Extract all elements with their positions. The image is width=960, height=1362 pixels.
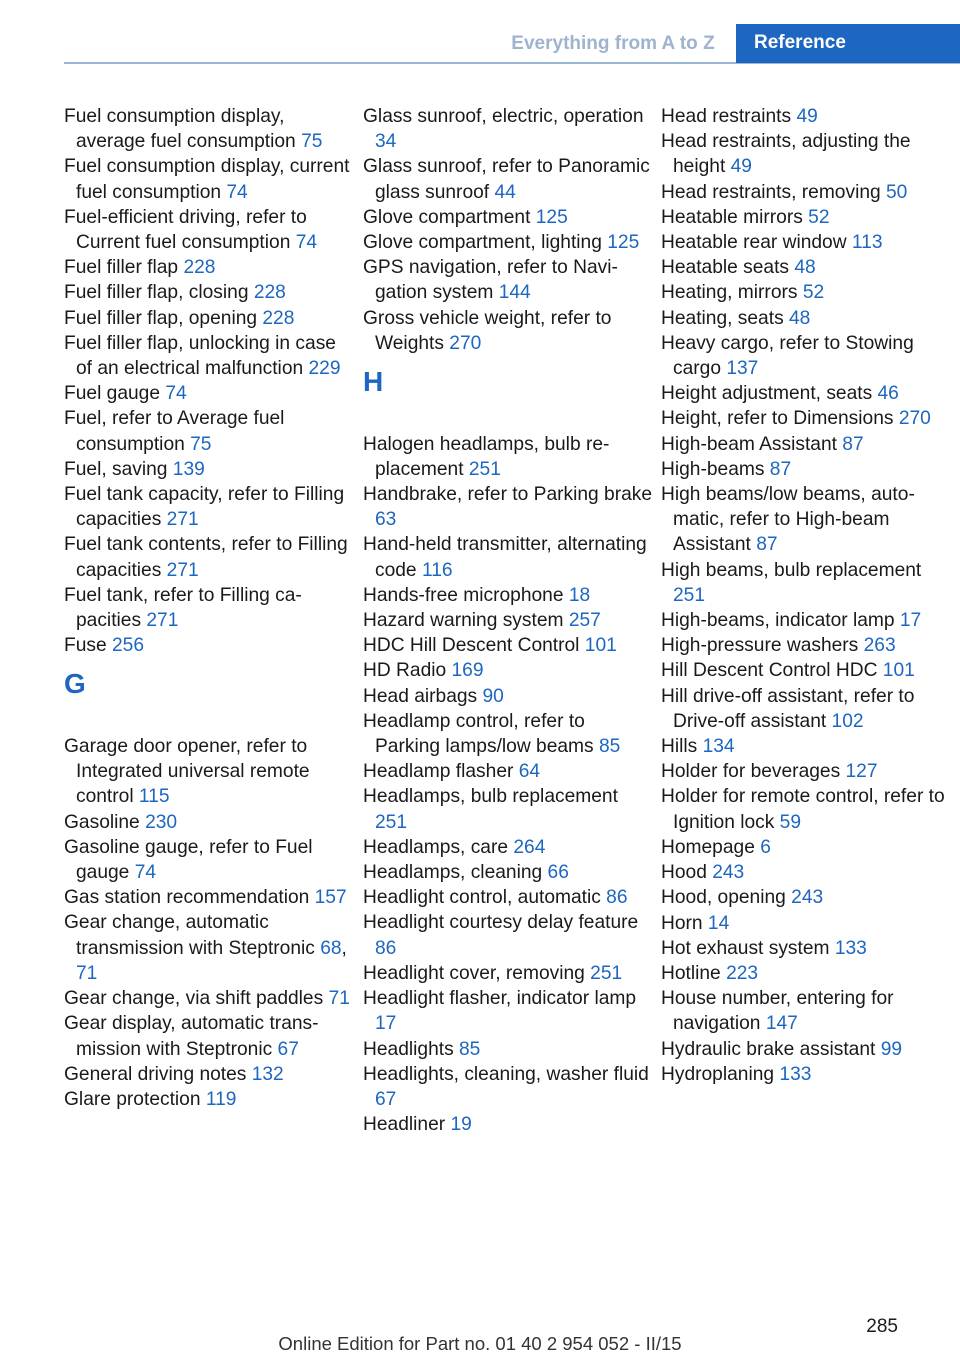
- index-term: Head airbags: [363, 685, 483, 707]
- index-entry: [661, 457, 953, 482]
- index-term: Hydraulic brake assistant: [661, 1038, 881, 1060]
- index-entry: [64, 1062, 354, 1087]
- index-term: Gross vehicle weight, refer to Weights: [363, 307, 612, 354]
- index-entry: [661, 129, 953, 179]
- page-link[interactable]: 264: [513, 836, 546, 858]
- index-entry: [661, 911, 953, 936]
- index-entry: [64, 532, 354, 582]
- index-term: Gear change, via shift paddles: [64, 988, 329, 1010]
- index-entry: [661, 558, 953, 608]
- index-entry: [661, 255, 953, 280]
- index-term: Hotline: [661, 962, 727, 984]
- index-term: Hood, opening: [661, 887, 792, 909]
- page-link[interactable]: 263: [863, 635, 896, 657]
- page-link[interactable]: 85: [459, 1038, 481, 1060]
- index-entry: [363, 709, 653, 759]
- index-entry: [363, 154, 653, 204]
- index-entry: [64, 154, 354, 204]
- page-link[interactable]: 144: [498, 282, 531, 304]
- index-entry: [64, 255, 354, 280]
- index-entry: [64, 1087, 354, 1112]
- index-term: General driving notes: [64, 1063, 252, 1085]
- page-link[interactable]: 86: [606, 887, 628, 909]
- index-entry: [64, 482, 354, 532]
- index-entry: [363, 255, 653, 305]
- page-link[interactable]: 34: [375, 131, 397, 153]
- page-link[interactable]: 271: [146, 610, 179, 632]
- page-link[interactable]: 52: [808, 206, 830, 228]
- letter-heading: G: [64, 668, 86, 700]
- index-entry: [363, 860, 653, 885]
- index-entry: [661, 759, 953, 784]
- page-link[interactable]: 6: [760, 836, 771, 858]
- index-term: Hill drive-off assistant, refer to Drive-off assistant: [661, 685, 915, 732]
- page-link[interactable]: 74: [295, 232, 318, 254]
- index-entry: [661, 205, 953, 230]
- page-link[interactable]: 271: [166, 559, 199, 581]
- letter-heading: H: [363, 366, 384, 398]
- index-entry: [661, 331, 953, 381]
- index-term: House number, entering for navigation: [661, 988, 894, 1035]
- page-link[interactable]: 48: [789, 307, 811, 329]
- index-entry: [661, 432, 953, 457]
- index-entry: [363, 910, 653, 960]
- index-term: Fuel filler flap, closing: [64, 282, 254, 304]
- page-link[interactable]: 66: [547, 862, 569, 884]
- page-link[interactable]: 125: [607, 232, 640, 254]
- index-term: High-beams: [661, 458, 770, 480]
- page-link[interactable]: 48: [794, 257, 816, 279]
- page-link[interactable]: 67: [277, 1038, 299, 1060]
- index-term: Fuel filler flap: [64, 257, 184, 279]
- index-entry: [661, 482, 953, 558]
- index-entry: [661, 104, 953, 129]
- index-term: Glass sunroof, refer to Panoramic glass sunroof: [363, 156, 650, 203]
- page-link[interactable]: 119: [205, 1088, 237, 1110]
- index-term: Hill Descent Control HDC: [661, 660, 883, 682]
- index-term: High-beams, indicator lamp: [661, 610, 900, 632]
- page-link[interactable]: 50: [886, 181, 908, 203]
- index-entry: [661, 658, 953, 683]
- index-entry: [64, 331, 354, 381]
- index-term: Glove compartment, lighting: [363, 232, 608, 254]
- page-link[interactable]: 271: [166, 509, 199, 531]
- index-entry: [64, 381, 354, 406]
- index-term: Headlamps, care: [363, 836, 514, 858]
- index-term: Head restraints, adjusting the height: [661, 131, 911, 178]
- index-term: Fuel, saving: [64, 458, 173, 480]
- index-entry: [363, 205, 653, 230]
- index-term: Fuel tank contents, refer to Filling capacities: [64, 534, 348, 581]
- page-link[interactable]: 86: [375, 937, 397, 959]
- index-term: Fuel tank, refer to Filling capacities: [64, 584, 302, 632]
- index-entry: [64, 986, 354, 1011]
- index-entry: [661, 936, 953, 961]
- index-term: Head restraints, removing: [661, 181, 887, 203]
- index-entry: [363, 1037, 653, 1062]
- page-link[interactable]: 63: [375, 509, 397, 531]
- page-link[interactable]: 223: [726, 962, 759, 984]
- section-title: Everything from A to Z: [511, 33, 715, 54]
- index-entry: [363, 961, 653, 986]
- index-term: Headlight flasher, indicator lamp: [363, 988, 637, 1010]
- index-entry: [661, 280, 953, 305]
- index-term: Headlight control, automatic: [363, 887, 607, 909]
- index-entry: [363, 759, 653, 784]
- page-number: 285: [866, 1316, 898, 1337]
- index-entry: [363, 684, 653, 709]
- page-link[interactable]: 46: [877, 383, 899, 405]
- index-entry: [363, 432, 653, 482]
- page-link[interactable]: 228: [183, 257, 216, 279]
- index-term: Heatable mirrors: [661, 206, 809, 228]
- index-column-2: [363, 104, 653, 1137]
- index-term: Hood: [661, 862, 713, 884]
- index-entry: [64, 1011, 354, 1061]
- index-entry: [64, 457, 354, 482]
- page-link[interactable]: 87: [842, 433, 864, 455]
- page-link[interactable]: 64: [518, 761, 541, 783]
- page-link[interactable]: 74: [134, 862, 157, 884]
- page-link[interactable]: 90: [482, 685, 504, 707]
- index-term: Headlamps, cleaning: [363, 862, 548, 884]
- page-link[interactable]: 17: [375, 1013, 397, 1035]
- index-term: Gas station recommendation: [64, 887, 315, 909]
- index-entry: [363, 633, 653, 658]
- page-link[interactable]: 127: [845, 761, 878, 783]
- page-link[interactable]: 157: [314, 887, 347, 909]
- index-entry: [64, 306, 354, 331]
- index-term: Headliner: [363, 1114, 451, 1136]
- index-entry: [64, 280, 354, 305]
- page-link[interactable]: 17: [899, 610, 922, 632]
- index-entry: [64, 810, 354, 835]
- index-entry: [363, 532, 653, 582]
- index-entry: [64, 633, 354, 658]
- page-link[interactable]: 147: [765, 1013, 798, 1035]
- page-link[interactable]: 87: [756, 534, 778, 556]
- index-term: Heatable rear window: [661, 232, 852, 254]
- index-entry: [363, 1112, 653, 1137]
- index-term: Holder for beverages: [661, 761, 846, 783]
- index-term: Head restraints: [661, 106, 797, 127]
- index-term: High beams/low beams, automatic, refer to High-beam Assistant: [661, 484, 915, 556]
- index-term: Fuel consumption display, current fuel consumption: [64, 156, 350, 203]
- page-link[interactable]: 256: [112, 635, 145, 657]
- index-term: Fuse: [64, 635, 112, 657]
- page-link[interactable]: 270: [449, 332, 482, 354]
- index-term: Headlight cover, removing: [363, 962, 591, 984]
- index-entry: [661, 885, 953, 910]
- index-term: Hazard warning system: [363, 610, 569, 632]
- page-link[interactable]: 14: [707, 912, 730, 934]
- index-term: Halogen headlamps, bulb replacement: [363, 433, 610, 480]
- index-term: Heating, seats: [661, 307, 789, 329]
- page-link[interactable]: 230: [145, 811, 178, 833]
- page-link[interactable]: 68: [320, 937, 342, 959]
- index-entry: [363, 230, 653, 255]
- index-term: Height adjustment, seats: [661, 383, 878, 405]
- index-term: Headlights, cleaning, washer fluid: [363, 1063, 649, 1085]
- index-term: Headlights: [363, 1038, 459, 1060]
- page-link[interactable]: 137: [726, 358, 759, 380]
- page-link[interactable]: 74: [165, 383, 187, 405]
- index-term: Fuel filler flap, unlocking in case of an electrical malfunction: [64, 332, 336, 380]
- page-link[interactable]: 19: [450, 1114, 472, 1136]
- index-entry: [363, 306, 653, 356]
- index-term: High-beam Assistant: [661, 433, 843, 455]
- page-link[interactable]: 75: [190, 433, 212, 455]
- page-link[interactable]: 85: [598, 736, 621, 758]
- index-term: Hand-held transmitter, alternating code: [363, 534, 647, 581]
- index-entry: [363, 784, 653, 834]
- index-term: Hydroplaning: [661, 1063, 780, 1085]
- index-entry: [661, 406, 953, 431]
- page-link[interactable]: 228: [253, 282, 286, 304]
- page-link[interactable]: 169: [451, 660, 484, 682]
- page-link[interactable]: 102: [831, 710, 864, 732]
- index-term: Holder for remote control, refer to Ignition lock: [661, 786, 945, 833]
- index-entry: [64, 885, 354, 910]
- page-link[interactable]: 133: [779, 1063, 812, 1085]
- index-term: Headlamps, bulb replacement: [363, 786, 618, 808]
- index-entry: [363, 658, 653, 683]
- index-term: Headlamp control, refer to Parking lamps/low beams: [363, 710, 599, 758]
- index-term: Fuel tank capacity, refer to Filling capacities: [64, 484, 345, 531]
- index-term: Hot exhaust system: [661, 937, 835, 959]
- page-link[interactable]: 101: [882, 660, 915, 682]
- page-link[interactable]: 75: [301, 131, 323, 153]
- index-entry: [661, 986, 953, 1036]
- index-term: Homepage: [661, 836, 761, 858]
- page-link[interactable]: 257: [568, 610, 601, 632]
- page-link[interactable]: 125: [535, 206, 568, 228]
- page-link[interactable]: 44: [494, 181, 516, 203]
- index-entry: [363, 835, 653, 860]
- index-column-1: [64, 104, 354, 1112]
- page-link[interactable]: 71: [76, 962, 98, 984]
- index-term: HD Radio: [363, 660, 452, 682]
- page-link[interactable]: 270: [898, 408, 931, 430]
- page-link[interactable]: 229: [308, 358, 341, 380]
- index-term: Hands-free microphone: [363, 584, 569, 606]
- index-entry: [661, 1037, 953, 1062]
- index-term: High-pressure washers: [661, 635, 864, 657]
- index-entry: [661, 734, 953, 759]
- index-term: Fuel consumption display, average fuel consumption: [64, 106, 302, 153]
- index-term: Glass sunroof, electric, operation: [363, 106, 644, 127]
- index-entry: [661, 1062, 953, 1087]
- index-term: Heavy cargo, refer to Stowing cargo: [661, 332, 914, 380]
- index-term: Gear change, automatic transmission with Steptronic: [64, 912, 321, 959]
- index-term: Handbrake, refer to Parking brake: [363, 484, 653, 506]
- index-entry: [661, 835, 953, 860]
- page-link[interactable]: 67: [375, 1088, 397, 1110]
- index-entry: [64, 104, 354, 154]
- page-link[interactable]: 251: [673, 584, 706, 606]
- index-term: Glove compartment: [363, 206, 536, 228]
- index-entry: Gear change, automatic transmission with Steptronic 68, 71: [64, 912, 347, 984]
- page-link[interactable]: 251: [468, 458, 501, 480]
- index-term: Fuel-efficient driving, refer to Current fuel consumption: [64, 206, 307, 254]
- page-link[interactable]: 101: [584, 635, 617, 657]
- index-term: Hills: [661, 736, 703, 758]
- index-term: Gear display, automatic transmission with Steptronic: [64, 1013, 319, 1060]
- page-link[interactable]: 87: [769, 458, 792, 480]
- index-term: Glare protection: [64, 1088, 206, 1110]
- index-term: Horn: [661, 912, 708, 934]
- page-link[interactable]: 113: [851, 232, 883, 254]
- index-entry: [64, 835, 354, 885]
- page-link[interactable]: 243: [712, 862, 745, 884]
- index-entry: [363, 104, 653, 154]
- index-entry: [363, 986, 653, 1036]
- index-entry: [661, 684, 953, 734]
- index-entry: [661, 608, 953, 633]
- index-term: Headlamp flasher: [363, 761, 519, 783]
- index-term: Headlight courtesy delay feature: [363, 912, 639, 934]
- index-entry: [661, 784, 953, 834]
- page-link[interactable]: 18: [568, 584, 591, 606]
- index-entry: [64, 406, 354, 456]
- page-link[interactable]: 71: [328, 988, 350, 1010]
- index-term: Heatable seats: [661, 257, 795, 279]
- page-link[interactable]: 115: [138, 786, 170, 808]
- index-entry: [363, 583, 653, 608]
- page-link[interactable]: 133: [834, 937, 867, 959]
- index-term: Gasoline: [64, 811, 146, 833]
- index-term: Garage door opener, refer to Integrated universal remote control: [64, 736, 310, 808]
- page-link[interactable]: 49: [730, 156, 752, 178]
- index-entry: [363, 608, 653, 633]
- index-entry: [363, 1062, 653, 1112]
- page-link[interactable]: 99: [880, 1038, 903, 1060]
- index-entry: [661, 381, 953, 406]
- index-term: Fuel gauge: [64, 383, 166, 405]
- index-term: Fuel filler flap, opening: [64, 307, 263, 329]
- page-link[interactable]: 74: [226, 181, 248, 203]
- index-entry: [661, 961, 953, 986]
- index-term: Heating, mirrors: [661, 282, 803, 304]
- index-entry: [363, 885, 653, 910]
- index-column-3: [661, 104, 953, 1087]
- index-entry: [661, 230, 953, 255]
- page-link[interactable]: 116: [421, 559, 453, 581]
- page-link[interactable]: 251: [590, 962, 623, 984]
- index-entry: [363, 482, 653, 532]
- index-term: Height, refer to Dimensions: [661, 408, 899, 430]
- index-entry: [64, 205, 354, 255]
- index-entry: [661, 633, 953, 658]
- index-term: Fuel, refer to Average fuel consumption: [64, 408, 285, 455]
- index-entry: [64, 734, 354, 810]
- index-term: Gasoline gauge, refer to Fuel gauge: [64, 836, 313, 884]
- page-link[interactable]: 49: [796, 106, 818, 127]
- page-link[interactable]: 243: [791, 887, 824, 909]
- page-link[interactable]: 251: [375, 811, 408, 833]
- index-entry: [661, 180, 953, 205]
- page-link[interactable]: 132: [251, 1063, 284, 1085]
- page-link[interactable]: 59: [779, 811, 801, 833]
- index-term: GPS navigation, refer to Navigation system: [363, 257, 618, 304]
- page-link[interactable]: 134: [702, 736, 735, 758]
- page-link[interactable]: 139: [172, 458, 205, 480]
- index-entry: [661, 860, 953, 885]
- edition-footer: Online Edition for Part no. 01 40 2 954 052 - II/15: [278, 1333, 682, 1354]
- chapter-tab: Reference: [736, 24, 960, 63]
- index-entry: [661, 306, 953, 331]
- index-entry: [64, 583, 354, 633]
- index-term: HDC Hill Descent Control: [363, 635, 585, 657]
- page-link[interactable]: 52: [802, 282, 825, 304]
- page-link[interactable]: 228: [262, 307, 295, 329]
- index-term: High beams, bulb replacement: [661, 559, 922, 581]
